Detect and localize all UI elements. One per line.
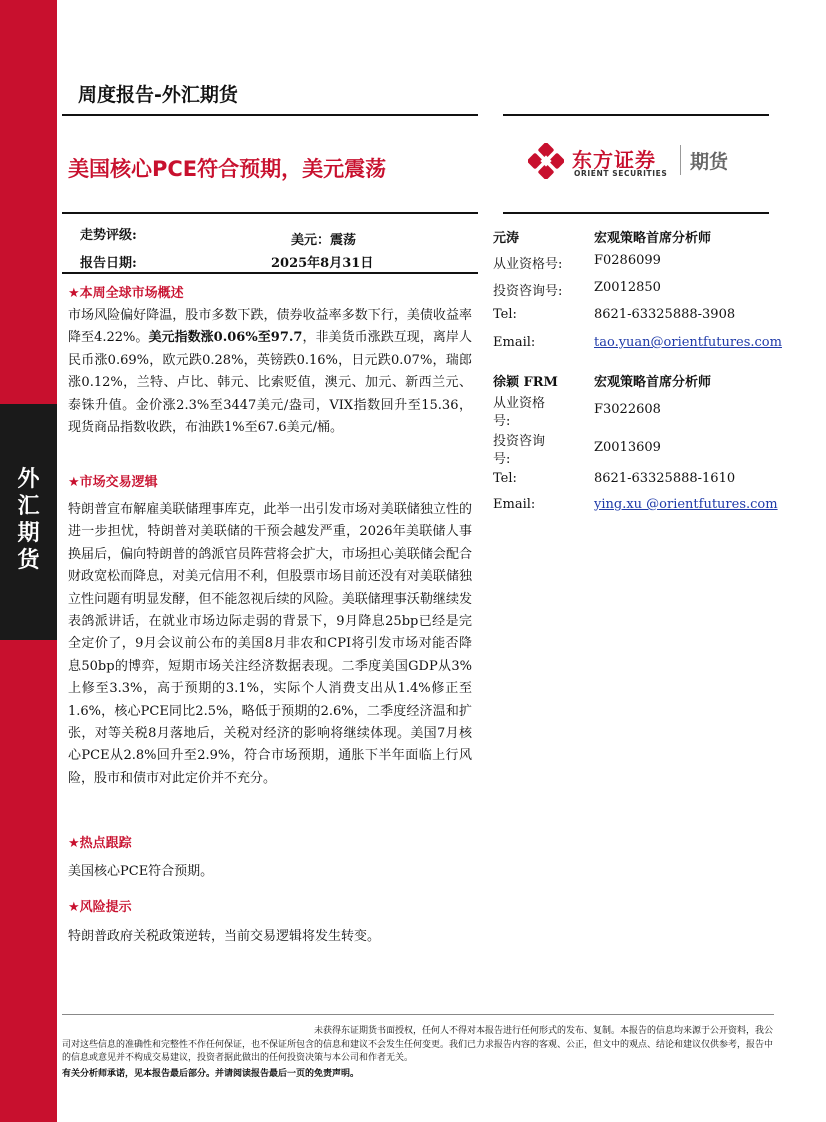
disclaimer-bold-note: 有关分析师承诺，见本报告最后部分。并请阅读报告最后一页的免责声明。 <box>62 1069 360 1079</box>
rating-value: 美元：震荡 <box>291 233 357 248</box>
logo-english-name: ORIENT SECURITIES <box>574 169 668 178</box>
analyst-1-license: F0286099 <box>594 253 661 268</box>
analyst-2-email-label: Email: <box>493 497 536 512</box>
meta-rule-bottom <box>62 272 478 274</box>
analyst-1-email-label: Email: <box>493 335 536 350</box>
section-heading-hot: ★热点跟踪 <box>68 836 132 851</box>
company-logo <box>528 141 768 181</box>
analyst-2-title: 宏观策略首席分析师 <box>594 375 712 390</box>
analyst-2-consult-label-line1: 投资咨询 <box>493 434 546 449</box>
analyst-2-license-label-line2: 号: <box>493 414 511 429</box>
analyst-1-tel-label: Tel: <box>493 307 517 322</box>
section-heading-logic: ★市场交易逻辑 <box>68 475 158 490</box>
analyst-2-consult-label-line2: 号: <box>493 452 511 467</box>
overview-text-1: 市场风险偏好降温，股市多数下跌，债券收益率多数下行，美债收益率降至4.22%。 <box>68 308 472 346</box>
analyst-rule-top <box>503 212 769 214</box>
meta-rule-top <box>62 212 478 214</box>
logo-chinese-name: 东方证券 <box>572 148 656 172</box>
analyst-2-tel: 8621-63325888-1610 <box>594 471 736 486</box>
section-heading-overview: ★本周全球市场概述 <box>68 286 184 301</box>
report-date-label: 报告日期: <box>80 256 137 271</box>
analyst-2-email-link[interactable]: ying.xu @orientfutures.com <box>594 497 778 512</box>
analyst-1-consult-label: 投资咨询号: <box>493 284 563 299</box>
risk-paragraph: 特朗普政府关税政策逆转，当前交易逻辑将发生转变。 <box>68 929 381 944</box>
report-series-title: 周度报告-外汇期货 <box>78 84 238 106</box>
hot-paragraph: 美国核心PCE符合预期。 <box>68 864 214 879</box>
analyst-2-consult: Z0013609 <box>594 440 661 455</box>
analyst-2-tel-label: Tel: <box>493 471 517 486</box>
rating-label: 走势评级: <box>80 228 137 243</box>
logo-divider <box>680 145 681 175</box>
analyst-2-name: 徐颖 FRM <box>493 375 558 390</box>
analyst-2-license: F3022608 <box>594 402 661 417</box>
overview-text-2: ，非美货币涨跌互现，离岸人民币涨0.69%，欧元跌0.28%，英镑跌0.16%，日元跌0.07%，瑞郎涨0.12%，兰特、卢比、韩元、比索贬值，澳元、加元、新西兰元、泰铢升值。金价涨2.3%至3447美元/盎司，VIX指数回升至15.36，现货商品指数收跌，布油跌1%至67.6美元/桶。 <box>68 330 472 436</box>
analyst-1-license-label: 从业资格号: <box>493 257 563 272</box>
report-title: 美国核心PCE符合预期，美元震荡 <box>68 157 387 181</box>
sidebar-category-label: 外汇期货 <box>17 467 40 573</box>
disclaimer-text: 未获得东证期货书面授权，任何人不得对本报告进行任何形式的发布、复制。本报告的信息均来源于公开资料，我公司对这些信息的准确性和完整性不作任何保证，也不保证所包含的信息和建议不会发生任何变更。我们已力求报告内容的客观、公正，但文中的观点、结论和建议仅供参考，报告中的信息或意见并不构成交易建议，投资者据此做出的任何投资决策与本公司和作者无关。 <box>62 1026 774 1063</box>
analyst-1-name: 元涛 <box>493 231 520 246</box>
logo-futures-label: 期货 <box>690 151 729 173</box>
report-date-value: 2025年8月31日 <box>271 256 374 271</box>
orient-logo-icon <box>528 143 564 179</box>
logic-paragraph: 特朗普宣布解雇美联储理事库克，此举一出引发市场对美联储独立性的进一步担忧，特朗普对美联储的干预会越发严重，2026年美联储人事换届后，偏向特朗普的鸽派官员阵营将会扩大，市场担心美联储会配合财政宽松而降息，对美元信用不利，但股票市场目前还没有对美联储独立性问题有明显发酵，但不能忽视后续的风险。美联储理事沃勒继续发表鸽派讲话，在就业市场边际走弱的背景下，9月降息25bp已经是完全定价了，9月会议前公布的美国8月非农和CPI将引发市场对能否降息50bp的博弈，短期市场关注经济数据表现。二季度美国GDP从3%上修至3.3%，高于预期的3.1%，实际个人消费支出从1.4%修正至1.6%，核心PCE同比2.5%，略低于预期的2.6%，二季度经济温和扩张，对等关税8月落地后，关税对经济的影响将继续体现。美国7月核心PCE从2.8%回升至2.9%，符合市场预期，通胀下半年面临上行风险，股市和债市对此定价并不充分。 <box>68 502 472 786</box>
section-heading-risk: ★风险提示 <box>68 900 132 915</box>
header-rule-left <box>62 114 478 116</box>
dollar-index-highlight: 美元指数涨0.06%至97.7 <box>148 330 303 346</box>
overview-paragraph <box>68 305 472 439</box>
header-rule-right <box>503 114 769 116</box>
analyst-2-license-label-line1: 从业资格 <box>493 396 546 411</box>
analyst-1-consult: Z0012850 <box>594 280 661 295</box>
analyst-1-title: 宏观策略首席分析师 <box>594 231 712 246</box>
footer-rule <box>62 1014 774 1015</box>
analyst-1-tel: 8621-63325888-3908 <box>594 307 736 322</box>
analyst-1-email-link[interactable]: tao.yuan@orientfutures.com <box>594 335 782 350</box>
